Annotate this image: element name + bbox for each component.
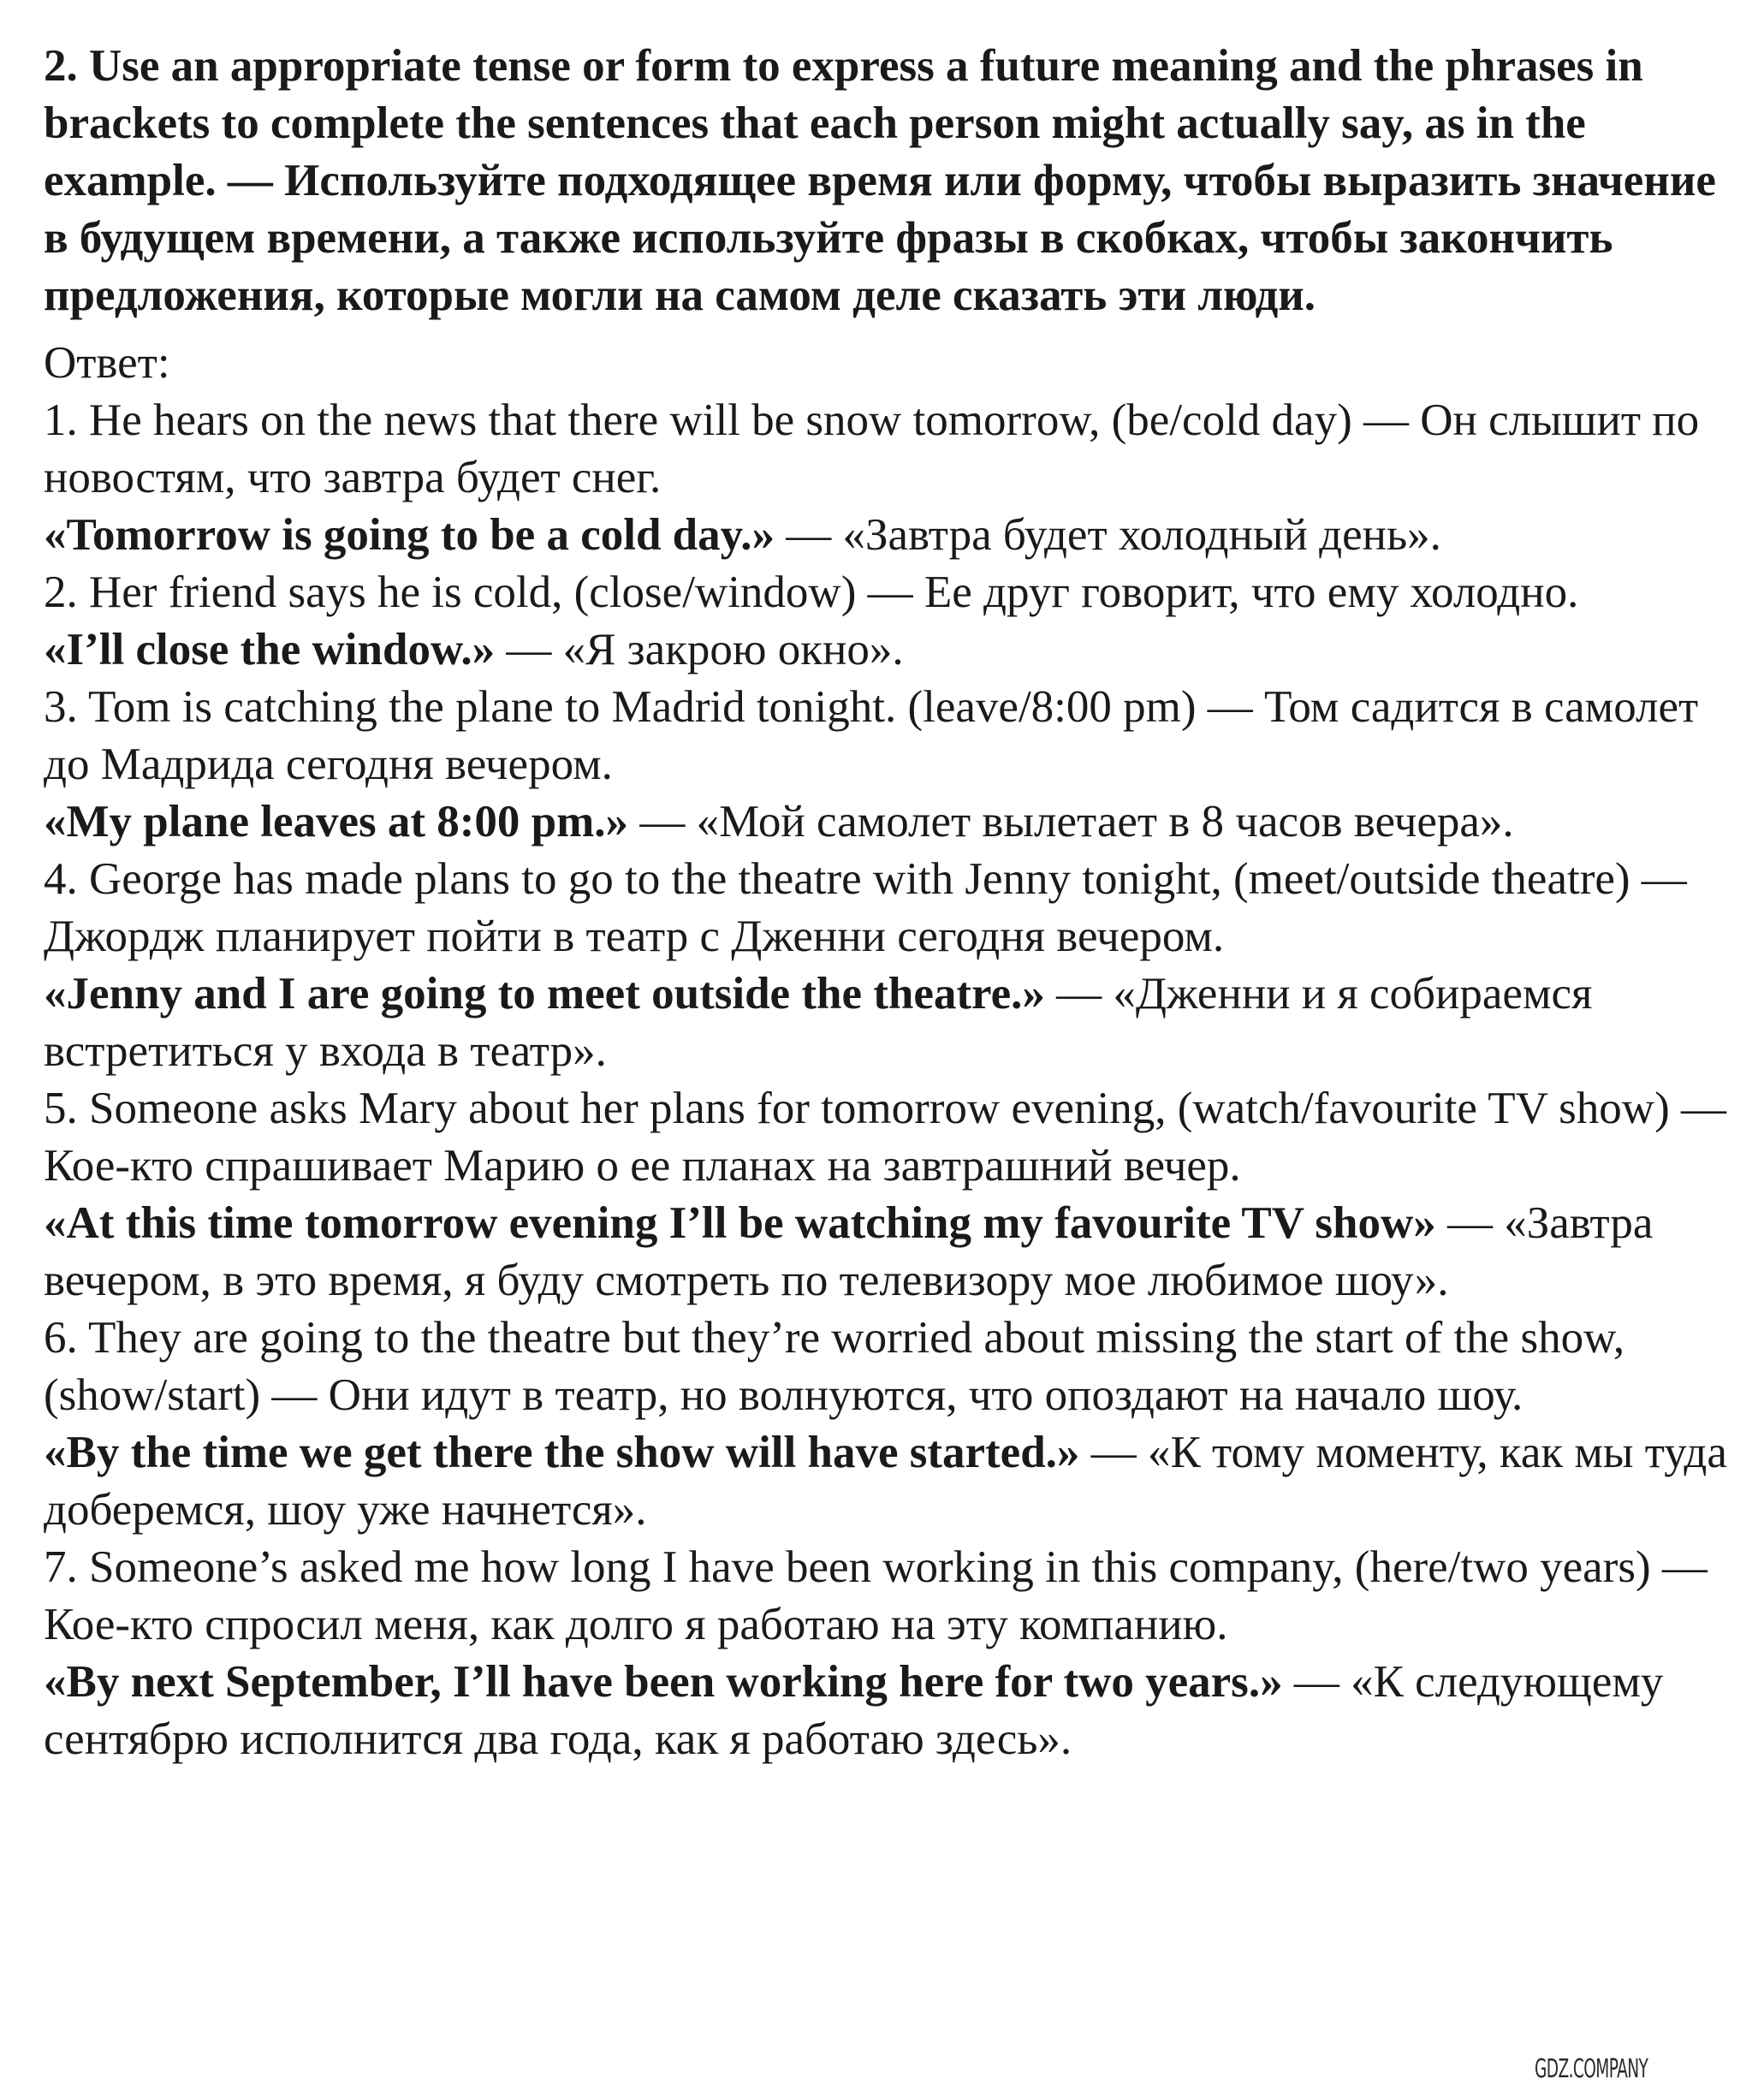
document (44, 38, 1734, 1768)
exercise-title: 2. Use an appropriate tense or form to express a future meaning and the phrases in brackets to complete the sentences that each person might actually say, as in the example. — Используйте подходящее время или форму, чтобы выразить значение в будущем времени, а также используйте фразы в скобках, чтобы закончить предложения, которые могли на самом деле сказать эти люди. (44, 41, 1716, 320)
answer-english: «By next September, I’ll have been working here for two years.» (44, 1657, 1283, 1707)
answer-list (44, 392, 1734, 1768)
answer-item (44, 851, 1734, 1080)
answer-english: «By the time we get there the show will have started.» (44, 1428, 1080, 1477)
answer-item (44, 1310, 1734, 1539)
answer-item (44, 1080, 1734, 1310)
item-answer (44, 793, 1734, 851)
item-question: 1. He hears on the news that there will be snow tomorrow, (be/cold day) — Он слышит по новостям, что завтра будет снег. (44, 395, 1700, 502)
item-answer (44, 1195, 1734, 1310)
answer-russian: — «К тому моменту, как мы туда доберемся, шоу уже начнется». (44, 1428, 1727, 1535)
item-answer (44, 965, 1734, 1080)
answer-english: «Tomorrow is going to be a cold day.» (44, 510, 775, 560)
answer-english: «My plane leaves at 8:00 pm.» (44, 797, 629, 847)
answer-russian: — «Завтра вечером, в это время, я буду смотреть по телевизору мое любимое шоу». (44, 1198, 1654, 1305)
item-question: 6. They are going to the theatre but they’re worried about missing the start of the show, (show/start) — Они идут в театр, но волнуются, что опоздают на начало шоу. (44, 1313, 1625, 1420)
answer-english: «At this time tomorrow evening I’ll be watching my favourite TV show» (44, 1198, 1436, 1248)
answer-russian: — «Мой самолет вылетает в 8 часов вечера». (628, 797, 1514, 847)
item-question: 5. Someone asks Mary about her plans for tomorrow evening, (watch/favourite TV show) — Кое-кто спрашивает Марию о ее планах на завтрашний вечер. (44, 1084, 1726, 1191)
answer-item (44, 564, 1734, 679)
item-answer (44, 1424, 1734, 1539)
item-answer (44, 1654, 1734, 1768)
item-answer (44, 621, 1734, 679)
answer-item (44, 679, 1734, 851)
item-question: 7. Someone’s asked me how long I have been working in this company, (here/two years) — Кое-кто спросил меня, как долго я работаю на эту компанию. (44, 1542, 1708, 1649)
watermark: GDZ.COMPANY (1535, 2054, 1648, 2084)
item-question: 3. Tom is catching the plane to Madrid tonight. (leave/8:00 pm) — Том садится в самолет до Мадрида сегодня вечером. (44, 682, 1699, 789)
answer-item (44, 1539, 1734, 1768)
answer-russian: — «Завтра будет холодный день». (774, 510, 1441, 560)
answer-english: «Jenny and I are going to meet outside the theatre.» (44, 969, 1045, 1019)
answer-russian: — «Я закрою окно». (495, 625, 904, 674)
item-answer (44, 507, 1734, 564)
answer-item (44, 392, 1734, 564)
item-question: 4. George has made plans to go to the theatre with Jenny tonight, (meet/outside theatre) — Джордж планирует пойти в театр с Дженни сегодня вечером. (44, 854, 1687, 961)
answer-label: Ответ: (44, 338, 170, 388)
answer-english: «I’ll close the window.» (44, 625, 496, 674)
answer-russian: — «К следующему сентябрю исполнится два года, как я работаю здесь». (44, 1657, 1664, 1764)
answer-russian: — «Дженни и я собираемся встретиться у входа в театр». (44, 969, 1593, 1076)
item-question: 2. Her friend says he is cold, (close/window) — Ее друг говорит, что ему холодно. (44, 567, 1579, 617)
